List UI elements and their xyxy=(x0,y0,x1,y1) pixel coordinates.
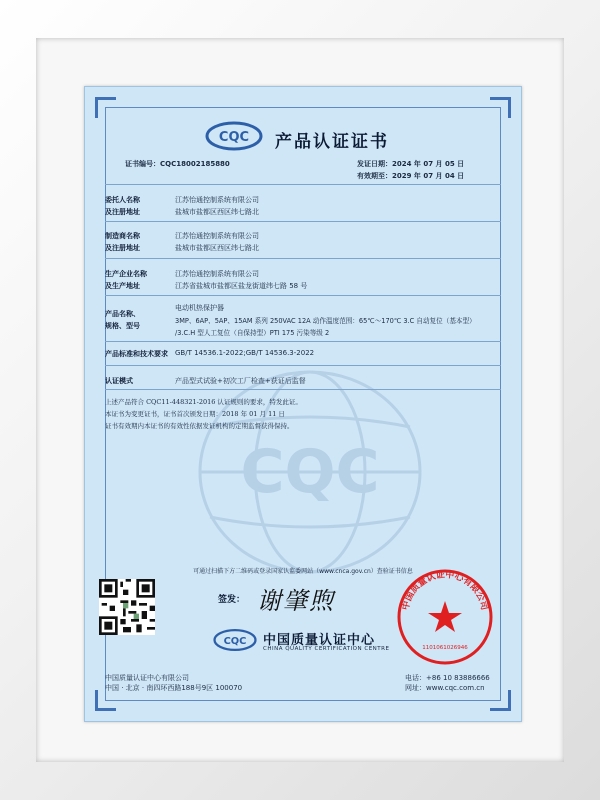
issue-date: 2024 年 07 月 05 日 xyxy=(392,160,465,168)
standard-value: GB/T 14536.1-2022;GB/T 14536.3-2022 xyxy=(175,349,315,357)
org-name-cn: 中国质量认证中心 xyxy=(263,633,376,648)
cqc-org-logo-icon xyxy=(213,627,257,653)
mode-label: 认证模式 xyxy=(105,377,133,385)
product-label-1: 产品名称、 xyxy=(105,310,140,318)
valid-date: 2029 年 07 月 04 日 xyxy=(392,172,465,180)
seal-number: 1101061026946 xyxy=(422,645,468,651)
standard-label: 产品标准和技术要求 xyxy=(105,350,168,358)
client-name: 江苏怡通控制系统有限公司 xyxy=(175,196,259,204)
factory-label-2: 及生产地址 xyxy=(105,282,140,290)
footer-web[interactable]: 网址：www.cqc.com.cn xyxy=(405,684,485,692)
manufacturer-address: 盐城市盐都区西区纬七路北 xyxy=(175,244,259,252)
footer-org: 中国质量认证中心有限公司 xyxy=(105,674,189,682)
valid-date-label: 有效期至： xyxy=(357,172,392,180)
certificate-title: 产品认证证书 xyxy=(275,132,389,152)
issue-date-label: 发证日期： xyxy=(357,160,392,168)
verify-note: 可通过扫描下方二维码或登录国家认监委网站（www.cnca.gov.cn）查验证书信息 xyxy=(193,568,413,575)
logo-text: CQC xyxy=(218,130,250,145)
corner-ornament xyxy=(95,97,116,118)
footer-tel: 电话：+86 10 83886666 xyxy=(405,674,490,682)
remark-line: 本证书为变更证书，证书首次颁发日期：2018 年 01 月 11 日 xyxy=(105,410,285,418)
watermark-text: CQC xyxy=(240,437,380,507)
mode-value: 产品型式试验+初次工厂检查+获证后监督 xyxy=(175,377,306,385)
manufacturer-label-1: 制造商名称 xyxy=(105,232,140,240)
manufacturer-name: 江苏怡通控制系统有限公司 xyxy=(175,232,259,240)
org-name-en: CHINA QUALITY CERTIFICATION CENTRE xyxy=(263,646,390,652)
factory-name: 江苏怡通控制系统有限公司 xyxy=(175,270,259,278)
certificate xyxy=(84,86,522,722)
client-label-2: 及注册地址 xyxy=(105,208,140,216)
product-spec-2: /3.C.H 型人工复位（自保持型）PTI 175 污染等级 2 xyxy=(175,329,330,337)
globe-watermark xyxy=(180,357,440,587)
issue-date-row xyxy=(357,159,464,169)
valid-date-row xyxy=(357,171,464,181)
cert-number-row xyxy=(125,159,230,169)
signature: 谢肇煦 xyxy=(257,587,335,615)
official-seal-icon xyxy=(395,567,495,667)
corner-ornament xyxy=(490,97,511,118)
divider xyxy=(105,221,501,222)
client-address: 盐城市盐都区西区纬七路北 xyxy=(175,208,259,216)
remark-line: 证书有效期内本证书的有效性依据发证机构的定期监督获得保持。 xyxy=(105,422,294,430)
product-name: 电动机热保护器 xyxy=(175,304,224,312)
cqc-logo-icon xyxy=(205,121,263,151)
divider xyxy=(105,341,501,342)
corner-ornament xyxy=(95,690,116,711)
qr-code-icon[interactable] xyxy=(99,579,155,635)
manufacturer-label-2: 及注册地址 xyxy=(105,244,140,252)
signature-label: 签发： xyxy=(218,595,246,605)
footer-address: 中国 · 北京 · 南四环西路188号9区 100070 xyxy=(105,684,243,692)
cert-number: CQC18002185880 xyxy=(160,160,230,168)
factory-label-1: 生产企业名称 xyxy=(105,270,147,278)
cert-number-label: 证书编号： xyxy=(125,160,160,168)
corner-ornament xyxy=(490,690,511,711)
client-label-1: 委托人名称 xyxy=(105,196,140,204)
divider xyxy=(105,389,501,390)
divider xyxy=(105,184,501,185)
product-spec-1: 3MP、6AP、5AP、15AM 系列 250VAC 12A 动作温度范围：65℃～170℃ 3.C 自动复位（基本型） xyxy=(175,317,476,325)
divider xyxy=(105,365,501,366)
org-logo-text: CQC xyxy=(223,635,247,647)
product-label-2: 规格、型号 xyxy=(105,322,140,330)
factory-address: 江苏省盐城市盐都区盐龙街道纬七路 58 号 xyxy=(175,282,308,290)
remark-line: 上述产品符合 CQC11-448321-2016 认证规则的要求，特发此证。 xyxy=(105,398,302,406)
divider xyxy=(105,295,501,296)
seal-text: 中国质量认证中心有限公司 xyxy=(401,570,489,612)
divider xyxy=(105,258,501,259)
